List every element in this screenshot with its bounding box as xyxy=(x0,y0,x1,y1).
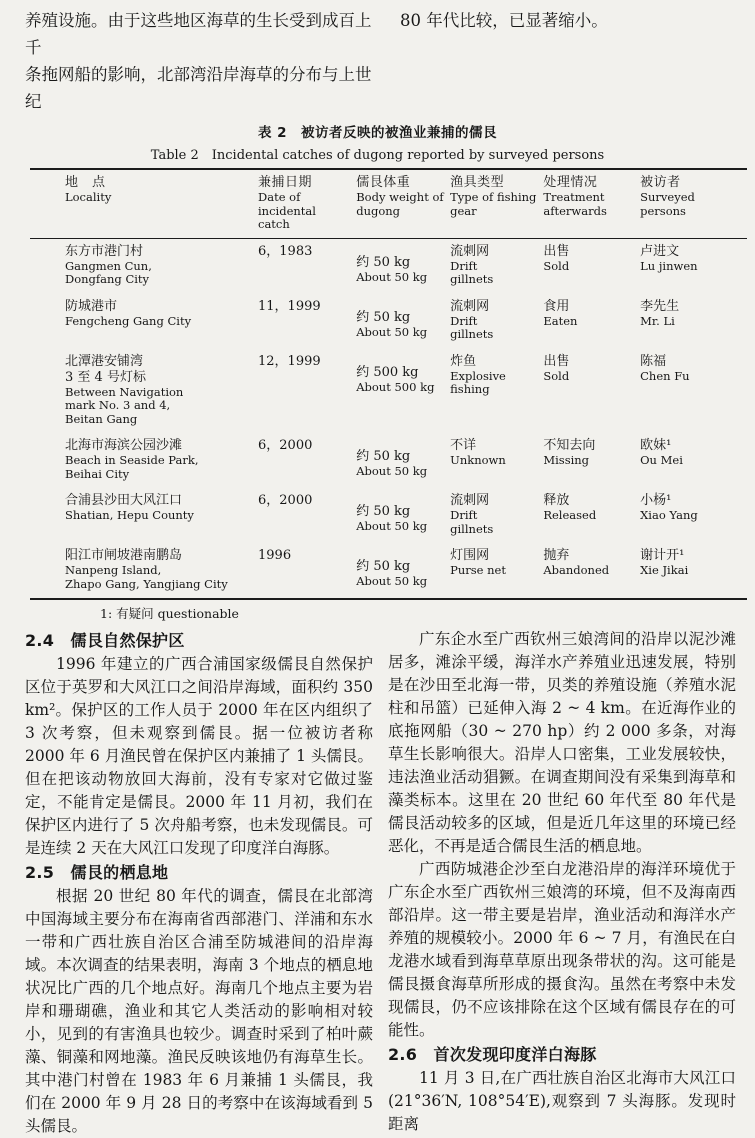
cell-line: 食用 xyxy=(543,298,570,314)
cell-weight xyxy=(356,438,450,481)
cell-weight xyxy=(356,548,450,591)
cell-line: 约 50 kg xyxy=(356,449,411,464)
cell-date xyxy=(258,548,356,591)
paragraph: 广东企水至广西钦州三娘湾间的沿岸以泥沙滩居多，滩涂平缓，海洋水产养殖业迅速发展，特别是在沙田至北海一带，贝类的养殖设施（养殖水泥柱和吊篮）已延伸入海 2 ~ 4 km。在近海作业的底拖网船（30 ~ 270 hp）约 2 000 多条，对海草生长影响很大。沿岸人口密集，工业发展较快，违法渔业活动猖獗。在调查期间没有采集到海草和藻类标本。这里在 20 世纪 60 年代至 80 年代是儒艮活动较多的区域，但是近几年这里的环境已经恶化，不再是适合儒艮生活的栖息地。 xyxy=(388,630,736,855)
cell-line: 释放 xyxy=(543,493,570,508)
header-label-zh: 被访者 xyxy=(640,175,681,190)
cell-treatment xyxy=(543,493,640,536)
cell-line: 流刺网 xyxy=(450,493,490,508)
right-text-column xyxy=(388,628,736,1138)
cell-line: Chen Fu xyxy=(640,368,690,383)
table-row xyxy=(30,294,747,349)
body-text-line: 养殖设施。由于这些地区海草的生长受到成百上千 xyxy=(25,11,372,57)
cell-date xyxy=(258,493,356,536)
cell-line: 欧妹¹ xyxy=(640,438,672,453)
header-label-zh: 兼捕日期 xyxy=(258,175,313,190)
cell-treatment xyxy=(543,438,640,481)
cell-line: Abandoned xyxy=(543,563,610,577)
cell-locality xyxy=(30,299,258,342)
cell-line: 约 50 kg xyxy=(356,559,411,574)
cell-line: 流刺网 xyxy=(450,243,490,259)
cell-line: Nanpeng Island, xyxy=(65,563,162,577)
cell-line: 防城港市 xyxy=(65,298,118,314)
cell-line: 北潭港安铺湾 xyxy=(65,353,144,369)
cell-weight xyxy=(356,493,450,536)
cell-line: Xiao Yang xyxy=(640,508,698,522)
cell-gear xyxy=(450,299,543,342)
cell-line: 炸鱼 xyxy=(450,353,477,369)
header-label-en: Treatment afterwards xyxy=(543,190,607,218)
cell-line: 流刺网 xyxy=(450,298,490,314)
cell-persons xyxy=(640,354,747,427)
cell-treatment xyxy=(543,548,640,591)
table-header-cell xyxy=(543,175,640,232)
cell-persons xyxy=(640,299,747,342)
left-text-column xyxy=(25,628,373,1138)
cell-line: Beitan Gang xyxy=(65,411,138,426)
cell-line: Ou Mei xyxy=(640,453,683,467)
cell-persons xyxy=(640,548,747,591)
cell-line: 谢计开¹ xyxy=(640,548,685,563)
cell-line: 小杨¹ xyxy=(640,493,672,508)
cell-line: Unknown xyxy=(450,453,506,467)
cell-line: 11，1999 xyxy=(258,298,321,314)
cell-line: About 50 kg xyxy=(356,269,428,284)
cell-line: Released xyxy=(543,508,597,522)
cell-line: 6，2000 xyxy=(258,493,313,508)
header-label-en: Type of fishing gear xyxy=(450,190,537,218)
top-text-left-column xyxy=(25,7,373,115)
cell-line: About 50 kg xyxy=(356,464,428,478)
cell-line: Missing xyxy=(543,453,590,467)
cell-line: 约 50 kg xyxy=(356,254,411,270)
cell-line: 1996 xyxy=(258,548,292,563)
cell-line: gillnets xyxy=(450,272,494,286)
cell-line: 约 500 kg xyxy=(356,364,419,380)
cell-line: 出售 xyxy=(543,353,570,369)
cell-locality xyxy=(30,438,258,481)
cell-locality xyxy=(30,493,258,536)
cell-line: Purse net xyxy=(450,563,506,577)
cell-line: Fengcheng Gang City xyxy=(65,313,192,328)
cell-line: About 50 kg xyxy=(356,324,428,339)
header-label-en: Date of incidental catch xyxy=(258,190,316,231)
cell-date xyxy=(258,354,356,427)
cell-gear xyxy=(450,354,543,427)
paragraph: 11 月 3 日,在广西壮族自治区北海市大风江口(21°36′N, 108°54′E),观察到 7 头海豚。发现时距离 xyxy=(388,1069,736,1133)
cell-locality xyxy=(30,548,258,591)
table-body xyxy=(30,239,747,601)
paragraph: 广西防城港企沙至白龙港沿岸的海洋环境优于广东企水至广西钦州三娘湾的环境，但不及海南西部沿岸。这一带主要是岩岸，渔业活动和海洋水产养殖的规模较小。2000 年 6 ~ 7 月，有渔民在白龙港水域看到海草草原出现条带状的沟。这可能是儒艮摄食海草所形成的摄食沟。虽然在考察中未发现儒艮，仍不应该排除在这个区域有儒艮存在的可能性。 xyxy=(388,860,736,1039)
table-header-cell xyxy=(640,175,747,232)
cell-line: 灯围网 xyxy=(450,548,490,563)
header-label-zh: 渔具类型 xyxy=(450,175,505,190)
table-header-cell xyxy=(258,175,356,232)
cell-weight xyxy=(356,354,450,427)
cell-line: 陈福 xyxy=(640,353,667,369)
header-label-zh: 儒艮体重 xyxy=(356,175,411,190)
cell-line: Drift xyxy=(450,313,478,328)
table-caption-en: Table 2 Incidental catches of dugong reported by surveyed persons xyxy=(150,148,605,163)
cell-line: About 50 kg xyxy=(356,519,428,533)
cell-persons xyxy=(640,438,747,481)
table-row xyxy=(30,488,747,543)
cell-line: Drift xyxy=(450,508,478,522)
cell-gear xyxy=(450,244,543,287)
cell-line: 约 50 kg xyxy=(356,309,411,325)
cell-line: 合浦县沙田大风江口 xyxy=(65,493,183,508)
table-header-cell xyxy=(30,175,258,232)
cell-line: 出售 xyxy=(543,243,570,259)
cell-line: Drift xyxy=(450,258,478,273)
cell-line: gillnets xyxy=(450,327,494,341)
cell-treatment xyxy=(543,354,640,427)
header-label-zh: 处理情况 xyxy=(543,175,598,190)
cell-locality xyxy=(30,354,258,427)
cell-line: 6，1983 xyxy=(258,243,313,259)
cell-treatment xyxy=(543,299,640,342)
cell-line: 约 50 kg xyxy=(356,504,411,519)
cell-persons xyxy=(640,244,747,287)
cell-line: 卢进文 xyxy=(640,243,680,259)
cell-date xyxy=(258,244,356,287)
body-text-line: 80 年代比较，已显著缩小。 xyxy=(400,11,608,30)
cell-gear xyxy=(450,438,543,481)
table-header-cell xyxy=(450,175,543,232)
cell-weight xyxy=(356,299,450,342)
table-caption-zh: 表 2 被访者反映的被渔业兼捕的儒艮 xyxy=(257,125,498,141)
cell-weight xyxy=(356,244,450,287)
cell-line: Explosive xyxy=(450,368,506,383)
cell-gear xyxy=(450,548,543,591)
cell-line: About 50 kg xyxy=(356,574,428,588)
section-heading: 2.5 儒艮的栖息地 xyxy=(25,863,169,882)
cell-line: 李先生 xyxy=(640,298,680,314)
cell-line: 6，2000 xyxy=(258,438,313,453)
table-row xyxy=(30,239,747,294)
section-heading: 2.6 首次发现印度洋白海豚 xyxy=(388,1045,597,1064)
table-row xyxy=(30,543,747,598)
body-text-columns xyxy=(0,622,755,1138)
cell-line: Xie Jikai xyxy=(640,563,689,577)
cell-line: Beach in Seaside Park, xyxy=(65,453,199,467)
cell-persons xyxy=(640,493,747,536)
table-header-row xyxy=(30,168,747,239)
header-label-en: Locality xyxy=(65,190,112,204)
cell-line: 不知去向 xyxy=(543,438,596,453)
table-footnote: 1: 有疑问 questionable xyxy=(100,606,239,621)
cell-line: Eaten xyxy=(543,313,578,328)
top-continuation-text xyxy=(0,5,755,115)
incidental-catches-table xyxy=(30,168,747,600)
cell-line: fishing xyxy=(450,382,490,396)
cell-line: 3 至 4 号灯标 xyxy=(65,369,146,385)
cell-line: 东方市港门村 xyxy=(65,243,144,259)
table-row xyxy=(30,433,747,488)
paragraph: 根据 20 世纪 80 年代的调查，儒艮在北部湾中国海域主要分布在海南省西部港门、洋浦和东水一带和广西壮族自治区合浦至防城港间的沿岸海域。本次调查的结果表明，海南 3 个地点的栖息地状况比广西的几个地点好。海南几个地点主要为岩岸和珊瑚礁，渔业和其它人类活动的影响相对较小，见到的有害渔具也较少。调查时采到了柏叶蕨藻、铜藻和网地藻。渔民反映该地仍有海草生长。其中港门村曾在 1983 年 6 月兼捕 1 头儒艮，我们在 2000 年 9 月 28 日的考察中在该海域看到 5 头儒艮。 xyxy=(25,887,373,1135)
header-label-zh: 地 点 xyxy=(65,175,106,190)
cell-locality xyxy=(30,244,258,287)
cell-line: About 500 kg xyxy=(356,379,435,394)
body-text-line: 条拖网船的影响，北部湾沿岸海草的分布与上世纪 xyxy=(25,65,372,111)
header-label-en: Body weight of dugong xyxy=(356,190,444,218)
cell-gear xyxy=(450,493,543,536)
cell-line: 阳江市闸坡港南鹏岛 xyxy=(65,548,183,563)
cell-line: 抛弃 xyxy=(543,548,570,563)
cell-line: 不详 xyxy=(450,438,477,453)
cell-line: Gangmen Cun, xyxy=(65,258,152,273)
cell-line: mark No. 3 and 4, xyxy=(65,398,171,412)
cell-line: gillnets xyxy=(450,521,494,536)
cell-line: 北海市海滨公园沙滩 xyxy=(65,438,183,453)
cell-date xyxy=(258,438,356,481)
table-header-cell xyxy=(356,175,450,232)
paragraph: 1996 年建立的广西合浦国家级儒艮自然保护区位于英罗和大风江口之间沿岸海域，面积约 350 km²。保护区的工作人员于 2000 年在区内组织了 3 次考察，但未观察到儒艮。据一位被访者称 2000 年 6 月渔民曾在保护区内兼捕了 1 头儒艮。但在把该动物放回大海前，没有专家对它做过鉴定，不能肯定是儒艮。2000 年 11 月初，我们在保护区内进行了 5 次舟船考察，也未发现儒艮。可是连续 2 天在大风江口发现了印度洋白海豚。 xyxy=(25,655,373,857)
section-heading: 2.4 儒艮自然保护区 xyxy=(25,631,185,650)
cell-date xyxy=(258,299,356,342)
top-text-right-column xyxy=(400,7,745,115)
cell-line: Lu jinwen xyxy=(640,258,698,273)
cell-line: Beihai City xyxy=(65,466,130,481)
table-row xyxy=(30,349,747,434)
cell-line: Mr. Li xyxy=(640,313,675,328)
cell-line: Between Navigation xyxy=(65,384,184,399)
header-label-en: Surveyed persons xyxy=(640,190,695,218)
cell-line: Dongfang City xyxy=(65,272,150,286)
cell-line: Sold xyxy=(543,258,570,273)
cell-line: Shatian, Hepu County xyxy=(65,508,194,522)
cell-line: Zhapo Gang, Yangjiang City xyxy=(65,576,228,591)
cell-line: 12，1999 xyxy=(258,353,321,369)
cell-treatment xyxy=(543,244,640,287)
cell-line: Sold xyxy=(543,368,570,383)
